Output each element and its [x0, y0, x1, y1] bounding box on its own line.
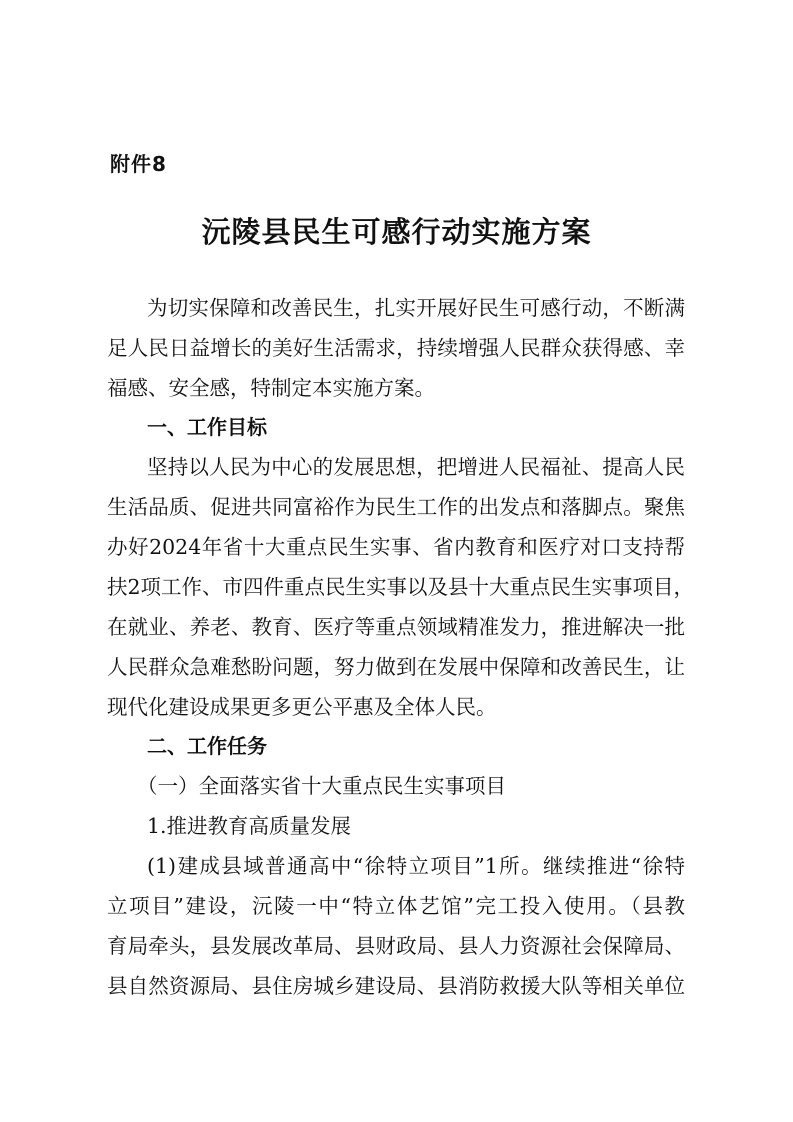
attachment-label: 附件8: [110, 152, 167, 176]
body-line: 现代化建设成果更多更公平惠及全体人民。: [107, 695, 497, 719]
item-heading: 1.推进教育高质量发展: [147, 814, 352, 838]
body-line: 福感、安全感，特制定本实施方案。: [107, 376, 435, 400]
subsection-heading: （一）全面落实省十大重点民生实事项目: [137, 774, 506, 798]
body-line: 为切实保障和改善民生，扎实开展好民生可感行动，不断满: [147, 296, 685, 320]
document-title: 沅陵县民生可感行动实施方案: [201, 215, 592, 249]
body-line: 立项目”建设，沅陵一中“特立体艺馆”完工投入使用。（县教: [107, 894, 685, 918]
body-line: 办好2024年省十大重点民生实事、省内教育和医疗对口支持帮: [107, 535, 685, 559]
section-heading: 二、工作任务: [147, 734, 267, 758]
body-line: 扶2项工作、市四件重点民生实事以及县十大重点民生实事项目，: [107, 575, 695, 599]
body-line: 人民群众急难愁盼问题，努力做到在发展中保障和改善民生，让: [107, 655, 685, 679]
body-line: 足人民日益增长的美好生活需求，持续增强人民群众获得感、幸: [107, 336, 685, 360]
section-heading: 一、工作目标: [147, 415, 267, 439]
body-line: 县自然资源局、县住房城乡建设局、县消防救援大队等相关单位: [107, 974, 685, 998]
body-line: 育局牵头，县发展改革局、县财政局、县人力资源社会保障局、: [107, 934, 685, 958]
body-line: 坚持以人民为中心的发展思想，把增进人民福祉、提高人民: [147, 455, 685, 479]
body-line: 生活品质、促进共同富裕作为民生工作的出发点和落脚点。聚焦: [107, 495, 685, 519]
body-line: (1)建成县域普通高中“徐特立项目”1所。继续推进“徐特: [147, 854, 685, 878]
body-line: 在就业、养老、教育、医疗等重点领域精准发力，推进解决一批: [107, 615, 685, 639]
